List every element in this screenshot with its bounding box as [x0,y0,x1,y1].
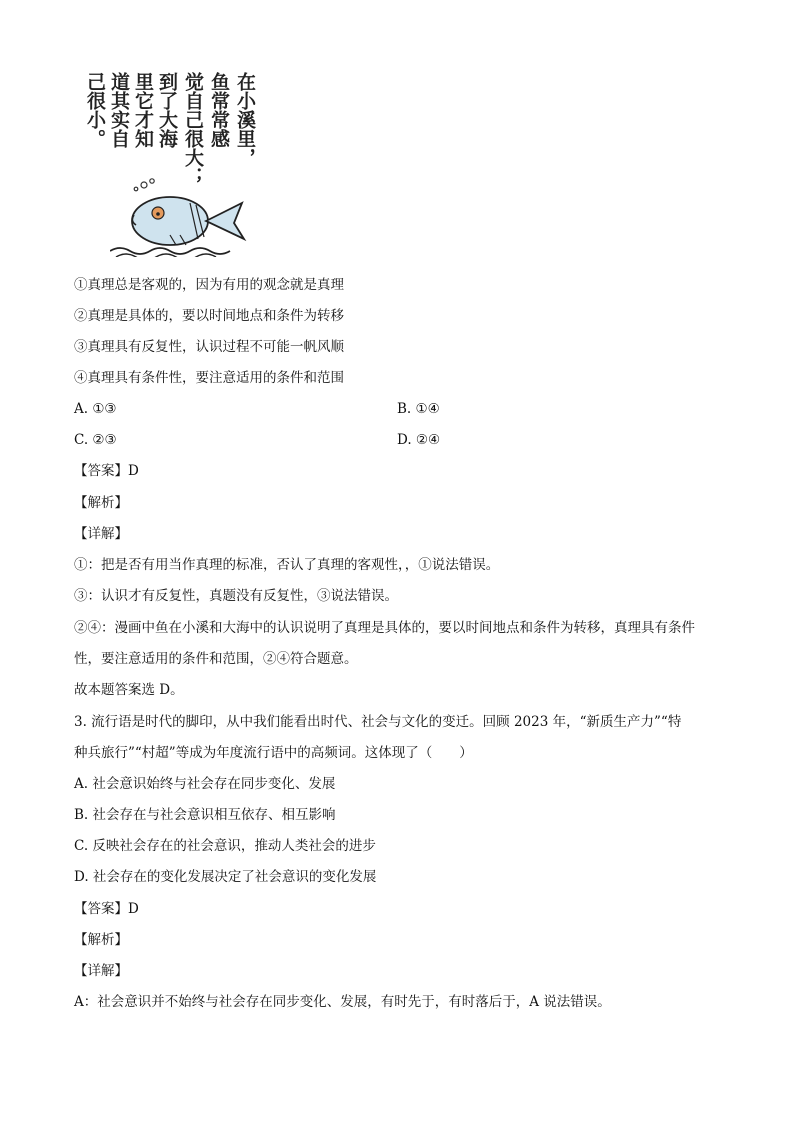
cartoon-text-col-1: 在小溪里， [234,72,256,167]
q3-stem-line-1: 3. 流行语是时代的脚印，从中我们能看出时代、社会与文化的变迁。回顾 2023 年，“新质生产力”“特 [74,714,682,730]
option-b: B. ①④ [397,401,440,417]
judgment-2: ②真理是具体的，要以时间地点和条件为转移 [74,308,344,324]
q2-detail-line-1: ①：把是否有用当作真理的标准，否认了真理的客观性，，①说法错误。 [74,557,500,573]
q3-option-b: B. 社会存在与社会意识相互依存、相互影响 [74,807,336,823]
q3-detail-line-1: A：社会意识并不始终与社会存在同步变化、发展，有时先于，有时落后于，A 说法错误。 [74,994,611,1010]
option-c: C. ②③ [74,432,117,448]
cartoon-text-col-6: 道其实自 [108,72,130,148]
cartoon-text-col-5: 里它才知 [132,72,154,148]
q2-detail-line-5: 故本题答案选 D。 [74,682,184,698]
cartoon-text-col-2: 鱼常常感 [208,72,230,148]
q3-stem-line-2: 种兵旅行”“村超”等成为年度流行语中的高频词。这体现了（ ） [74,745,473,761]
q2-detail-heading: 【详解】 [74,526,128,542]
q3-detail-heading: 【详解】 [74,963,128,979]
cartoon-text-col-7: 己很小。 [84,72,106,148]
cartoon-text-col-4: 到了大海 [156,72,178,148]
judgment-1: ①真理总是客观的，因为有用的观念就是真理 [74,277,344,293]
q2-analysis-heading: 【解析】 [74,495,128,511]
q2-detail-line-4: 性，要注意适用的条件和范围，②④符合题意。 [74,651,358,667]
q2-answer: 【答案】D [74,463,139,479]
option-a: A. ①③ [74,401,117,417]
q3-option-d: D. 社会存在的变化发展决定了社会意识的变化发展 [74,869,377,885]
cartoon-text-col-3: 觉自己很大； [182,72,204,186]
q3-option-c: C. 反映社会存在的社会意识，推动人类社会的进步 [74,838,376,854]
judgment-4: ④真理具有条件性，要注意适用的条件和范围 [74,370,344,386]
q3-option-a: A. 社会意识始终与社会存在同步变化、发展 [74,776,336,792]
q3-answer: 【答案】D [74,901,139,917]
q3-analysis-heading: 【解析】 [74,932,128,948]
q2-detail-line-2: ③：认识才有反复性，真题没有反复性，③说法错误。 [74,588,398,604]
q2-detail-line-3: ②④：漫画中鱼在小溪和大海中的认识说明了真理是具体的，要以时间地点和条件为转移，真理具有条件 [74,620,695,636]
fish-illustration [110,177,250,257]
judgment-3: ③真理具有反复性，认识过程不可能一帆风顺 [74,339,344,355]
option-d: D. ②④ [397,432,441,448]
fish-cartoon [80,72,260,262]
